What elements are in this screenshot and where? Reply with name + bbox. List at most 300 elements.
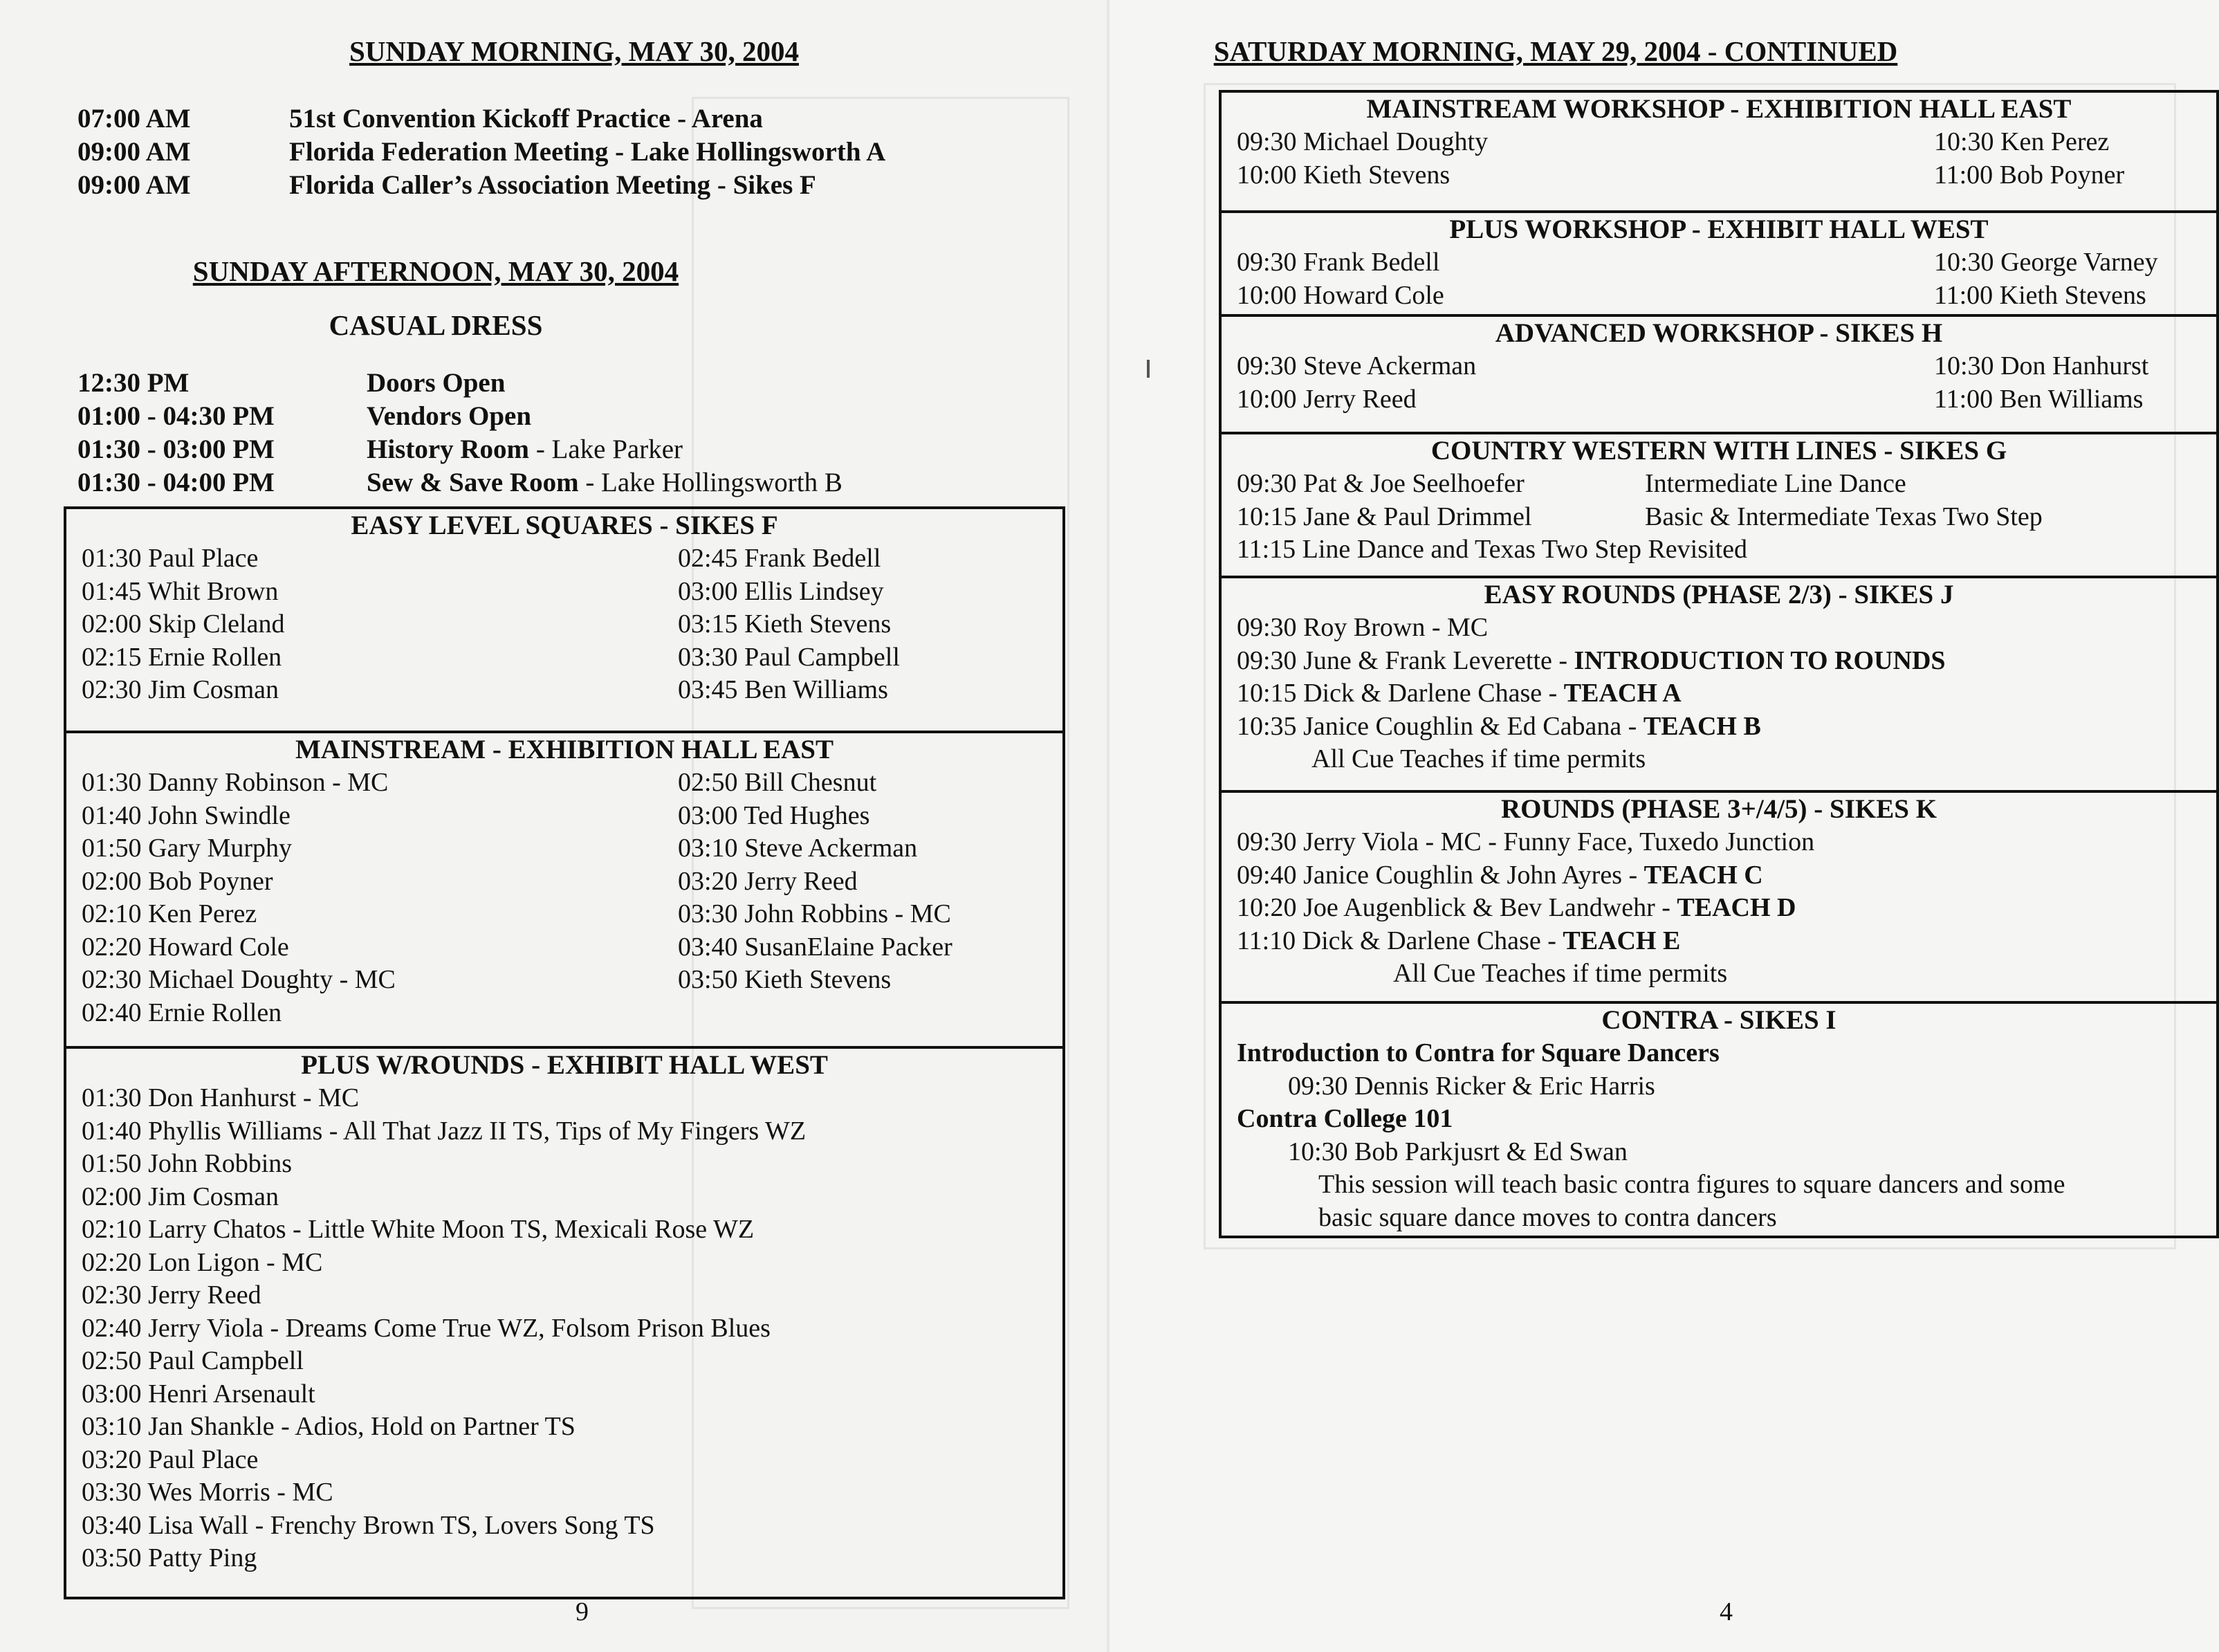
caller: Jerry Reed <box>148 1281 261 1310</box>
entry-row <box>66 1247 1062 1280</box>
entry <box>678 898 951 931</box>
caller: Ellis Lindsey <box>744 576 884 606</box>
time: 02:45 <box>678 544 738 573</box>
entry-row <box>66 576 1062 609</box>
time: 09:30 <box>1237 351 1297 380</box>
event-name: Sew & Save Room <box>367 468 579 497</box>
caller: Ernie Rollen <box>148 998 282 1027</box>
caller: Bob Poyner <box>1999 160 2125 190</box>
entry <box>82 1345 304 1378</box>
mainstream-section <box>66 731 1062 1046</box>
contra-college-line: 10:30 Bob Parkjusrt & Ed Swan <box>1288 1137 1628 1166</box>
time: 09:30 <box>1237 248 1297 277</box>
time: 03:30 <box>82 1478 142 1507</box>
caller: Kieth Stevens <box>1303 160 1451 190</box>
entry-row <box>1222 126 2216 159</box>
entry-row <box>1222 892 2216 925</box>
cue-note: All Cue Teaches if time permits <box>1311 744 1646 773</box>
time: 11:10 <box>1237 926 1296 955</box>
entry <box>82 1444 258 1477</box>
time: 01:30 <box>82 544 142 573</box>
caller: Kieth Stevens <box>1999 280 2146 310</box>
entry-row <box>1222 645 2216 678</box>
entry <box>678 576 884 609</box>
sunday-afternoon-schedule <box>77 367 843 499</box>
caller: George Varney <box>2000 248 2158 277</box>
time: 11:00 <box>1934 160 1994 190</box>
caller: Michael Doughty <box>1303 127 1489 156</box>
entry <box>82 1148 292 1181</box>
entry-row <box>66 1213 1062 1247</box>
entry <box>82 576 278 609</box>
entry <box>82 1115 806 1148</box>
section-title: EASY ROUNDS (PHASE 2/3) - SIKES J <box>1484 580 1954 609</box>
entry-row <box>66 641 1062 674</box>
caller: Howard Cole <box>148 932 289 962</box>
sunday-afternoon-heading: SUNDAY AFTERNOON, MAY 30, 2004 <box>192 255 679 287</box>
caller: Skip Cleland <box>148 609 285 639</box>
instructor: Line Dance and Texas Two Step Revisited <box>1302 535 1748 564</box>
entry <box>1237 246 1439 279</box>
teach-label: TEACH D <box>1677 893 1796 922</box>
time: 02:15 <box>82 642 142 672</box>
easy-rounds-section <box>1222 576 2216 790</box>
event <box>367 367 505 400</box>
caller: John Robbins - MC <box>744 899 951 928</box>
time: 09:30 <box>1237 613 1297 642</box>
caller: Paul Campbell <box>148 1346 304 1375</box>
entry <box>82 1213 754 1247</box>
time: 03:00 <box>678 800 738 830</box>
event-name: Vendors Open <box>367 401 532 431</box>
section-title: PLUS W/ROUNDS - EXHIBIT HALL WEST <box>301 1050 828 1080</box>
caller: Paul Place <box>148 544 259 573</box>
teach-label: TEACH A <box>1563 679 1682 708</box>
contra-description: This session will teach basic contra figures to square dancers and some <box>1318 1170 2065 1199</box>
section-title: PLUS WORKSHOP - EXHIBIT HALL WEST <box>1449 214 1989 244</box>
entry-row <box>66 1082 1062 1115</box>
event: 51st Convention Kickoff Practice - Arena <box>289 104 763 134</box>
section-title: ROUNDS (PHASE 3+/4/5) - SIKES K <box>1500 794 1937 824</box>
event: Florida Caller’s Association Meeting - Sikes F <box>289 170 816 200</box>
contra-section <box>1222 1001 2216 1236</box>
caller: Don Hanhurst - MC <box>148 1083 360 1112</box>
time: 11:00 <box>1934 280 1994 310</box>
entry <box>82 800 291 833</box>
section-title: ADVANCED WORKSHOP - SIKES H <box>1495 318 1943 348</box>
caller: Henri Arsenault <box>148 1379 315 1408</box>
entry-row <box>66 898 1062 931</box>
contra-description: basic square dance moves to contra dancers <box>1318 1202 1777 1232</box>
entry <box>1237 533 1747 567</box>
time: 12:30 PM <box>77 368 190 398</box>
instructor: Jane & Paul Drimmel <box>1303 502 1532 531</box>
caller: Jim Cosman <box>148 1182 279 1211</box>
time: 03:10 <box>678 834 738 863</box>
caller: Steve Ackerman <box>1303 351 1477 380</box>
scan-mark <box>1147 360 1150 378</box>
entry <box>82 641 282 674</box>
section-title: CONTRA - SIKES I <box>1601 1005 1836 1035</box>
time: 02:30 <box>82 965 142 994</box>
entry-row <box>66 608 1062 641</box>
entry <box>678 800 869 833</box>
time: 10:20 <box>1237 893 1297 922</box>
afternoon-sessions-box <box>64 506 1065 1599</box>
time: 02:00 <box>82 609 142 639</box>
caller: Jerry Reed <box>744 866 858 896</box>
entry-row <box>66 1542 1062 1575</box>
caller: Ernie Rollen <box>148 642 282 672</box>
caller: Michael Doughty - MC <box>148 965 396 994</box>
right-page <box>1110 0 2219 1652</box>
leader: Dick & Darlene Chase - <box>1302 926 1563 955</box>
entry-row <box>66 767 1062 800</box>
caller: Paul Place <box>148 1444 259 1474</box>
cue-note: All Cue Teaches if time permits <box>1393 959 1728 988</box>
time: 09:30 <box>1237 827 1297 856</box>
entry-row <box>66 997 1062 1030</box>
schedule-row <box>77 169 885 202</box>
time: 03:15 <box>678 609 738 639</box>
entry <box>1934 246 2158 279</box>
caller: Danny Robinson - MC <box>148 768 389 797</box>
advanced-workshop-section <box>1222 314 2216 432</box>
page-number: 4 <box>1720 1597 1733 1626</box>
caller: Frank Bedell <box>744 544 881 573</box>
caller: Bob Poyner <box>148 866 273 896</box>
entry-row <box>66 1312 1062 1346</box>
schedule-row <box>77 136 885 169</box>
leader: Dick & Darlene Chase - <box>1303 679 1564 708</box>
entry-row <box>1222 826 2216 859</box>
time: 02:30 <box>82 675 142 704</box>
time: 09:30 <box>1237 469 1297 498</box>
entry-row <box>1222 246 2216 279</box>
time: 02:20 <box>82 932 142 962</box>
entry-row <box>1222 383 2216 416</box>
time: 03:45 <box>678 675 738 704</box>
caller: Jerry Viola - Dreams Come True WZ, Folsom Prison Blues <box>148 1313 771 1343</box>
easy-level-squares-section <box>66 509 1062 731</box>
entry <box>1237 126 1488 159</box>
time: 10:30 <box>1934 248 1994 277</box>
time: 01:45 <box>82 576 142 606</box>
entry <box>82 1378 315 1411</box>
caller: Jan Shankle - Adios, Hold on Partner TS <box>148 1412 576 1441</box>
caller: Ben Williams <box>1999 384 2144 414</box>
caller: Larry Chatos - Little White Moon TS, Mexicali Rose WZ <box>148 1215 755 1244</box>
entry-row <box>66 1345 1062 1378</box>
time: 02:00 <box>82 866 142 896</box>
caller: Wes Morris - MC <box>147 1478 333 1507</box>
section-title: MAINSTREAM - EXHIBITION HALL EAST <box>295 735 834 764</box>
entry <box>1934 126 2109 159</box>
section-title: MAINSTREAM WORKSHOP - EXHIBITION HALL EAST <box>1366 94 2072 124</box>
caller: Whit Brown <box>147 576 279 606</box>
time: 03:00 <box>678 576 738 606</box>
time: 03:50 <box>678 965 738 994</box>
time: 02:20 <box>82 1247 142 1277</box>
teach-label: TEACH B <box>1643 711 1761 741</box>
teach-label: INTRODUCTION TO ROUNDS <box>1574 645 1946 675</box>
entry-row <box>66 674 1062 707</box>
event <box>367 466 843 499</box>
time: 02:30 <box>82 1281 142 1310</box>
schedule-row <box>77 400 843 433</box>
entry <box>1934 350 2148 383</box>
entry-row <box>66 832 1062 865</box>
event: Florida Federation Meeting - Lake Hollingsworth A <box>289 137 886 167</box>
event-name: Doors Open <box>367 368 506 398</box>
time: 01:50 <box>82 1149 142 1178</box>
entry <box>82 832 292 865</box>
time: 03:50 <box>82 1543 142 1572</box>
leader: Janice Coughlin & Ed Cabana - <box>1303 711 1643 741</box>
entry <box>678 641 900 674</box>
leader: Jerry Viola - MC - Funny Face, Tuxedo Junction <box>1303 827 1815 856</box>
schedule-row <box>77 466 843 499</box>
entry <box>678 832 917 865</box>
caller: Howard Cole <box>1303 280 1444 310</box>
caller: Ted Hughes <box>744 800 870 830</box>
time: 10:00 <box>1237 384 1297 414</box>
saturday-morning-heading: SATURDAY MORNING, MAY 29, 2004 - CONTINUED <box>1213 35 1898 67</box>
dance-description: Intermediate Line Dance <box>1645 469 1906 498</box>
contra-intro-title: Introduction to Contra for Square Dancers <box>1237 1038 1720 1067</box>
entry-row <box>66 800 1062 833</box>
entry <box>82 674 279 707</box>
time: 01:40 <box>82 1116 142 1146</box>
section-title: EASY LEVEL SQUARES - SIKES F <box>351 511 778 540</box>
saturday-sessions-box <box>1219 90 2219 1238</box>
time: 03:30 <box>678 642 738 672</box>
time: 10:30 <box>1934 351 1994 380</box>
time: 03:30 <box>678 899 738 928</box>
entry <box>1237 677 1682 710</box>
time: 03:20 <box>678 866 738 896</box>
caller: Bill Chesnut <box>744 768 877 797</box>
time: 01:40 <box>82 800 142 830</box>
section-title: COUNTRY WESTERN WITH LINES - SIKES G <box>1430 436 2007 466</box>
entry <box>678 542 881 576</box>
caller: John Robbins <box>148 1149 293 1178</box>
entry-row <box>66 1115 1062 1148</box>
plus-rounds-section <box>66 1046 1062 1597</box>
caller: Jerry Reed <box>1303 384 1417 414</box>
entry-row <box>1222 159 2216 192</box>
event <box>367 433 683 466</box>
caller: Kieth Stevens <box>744 609 892 639</box>
entry <box>82 1411 576 1444</box>
entry <box>1237 501 1531 534</box>
time: 10:30 <box>1934 127 1994 156</box>
time: 09:30 <box>1237 645 1297 675</box>
caller: Gary Murphy <box>148 834 292 863</box>
time: 02:10 <box>82 1215 142 1244</box>
caller: Paul Campbell <box>744 642 900 672</box>
entry <box>82 1312 771 1346</box>
entry-row <box>66 931 1062 964</box>
schedule-row <box>77 433 843 466</box>
time: 01:00 - 04:30 PM <box>77 401 275 431</box>
entry <box>1237 826 1814 859</box>
time: 01:30 - 04:00 PM <box>77 468 275 497</box>
entry <box>678 608 891 641</box>
entry-row <box>1222 350 2216 383</box>
leader: Janice Coughlin & John Ayres - <box>1303 860 1644 890</box>
entry <box>82 1476 333 1509</box>
entry-row <box>66 1181 1062 1214</box>
time: 10:15 <box>1237 679 1297 708</box>
event-location: - Lake Parker <box>529 434 683 464</box>
time: 09:30 <box>1237 127 1297 156</box>
entry-row <box>1222 501 2216 534</box>
time: 11:15 <box>1237 535 1296 564</box>
entry <box>1237 892 1796 925</box>
event-location: - Lake Hollingsworth B <box>578 468 843 497</box>
entry <box>82 1181 279 1214</box>
sunday-morning-heading: SUNDAY MORNING, MAY 30, 2004 <box>349 35 799 67</box>
caller: SusanElaine Packer <box>744 932 952 962</box>
entry <box>1237 468 1525 501</box>
entry-row <box>1222 533 2216 567</box>
entry-row <box>66 1411 1062 1444</box>
caller: Don Hanhurst <box>2000 351 2149 380</box>
entry <box>678 767 876 800</box>
caller: Ken Perez <box>148 899 257 928</box>
leader: Joe Augenblick & Bev Landwehr - <box>1303 893 1677 922</box>
entry <box>82 1247 322 1280</box>
leader: Roy Brown - MC <box>1303 613 1489 642</box>
caller: Frank Bedell <box>1303 248 1440 277</box>
entry <box>678 865 858 899</box>
time: 10:00 <box>1237 280 1297 310</box>
entry <box>1237 645 1946 678</box>
entry <box>678 674 888 707</box>
time: 02:00 <box>82 1182 142 1211</box>
entry <box>1237 279 1444 313</box>
country-western-section <box>1222 432 2216 576</box>
dance-description: Basic & Intermediate Texas Two Step <box>1645 502 2043 531</box>
entry <box>82 1279 261 1312</box>
page-number: 9 <box>576 1597 589 1626</box>
entry-row <box>66 1148 1062 1181</box>
entry-row <box>66 1444 1062 1477</box>
entry <box>82 964 396 997</box>
teach-label: TEACH E <box>1563 926 1681 955</box>
time: 02:10 <box>82 899 142 928</box>
entry <box>1237 710 1761 744</box>
caller: Lisa Wall - Frenchy Brown TS, Lovers Song TS <box>148 1510 655 1540</box>
entry <box>678 964 891 997</box>
caller: Kieth Stevens <box>744 965 892 994</box>
caller: Jim Cosman <box>148 675 279 704</box>
time: 09:00 AM <box>77 137 191 167</box>
time: 03:20 <box>82 1444 142 1474</box>
instructor: Pat & Joe Seelhoefer <box>1303 469 1525 498</box>
entry <box>1237 350 1476 383</box>
caller: Ben Williams <box>744 675 888 704</box>
time: 10:00 <box>1237 160 1297 190</box>
entry-row <box>1222 677 2216 710</box>
time: 11:00 <box>1934 384 1994 414</box>
entry <box>1934 279 2146 313</box>
entry <box>1237 383 1417 416</box>
time: 02:50 <box>678 768 738 797</box>
entry-row <box>66 1378 1062 1411</box>
entry <box>82 997 282 1030</box>
time: 02:40 <box>82 1313 142 1343</box>
entry-row <box>66 964 1062 997</box>
time: 01:30 - 03:00 PM <box>77 434 275 464</box>
entry-row <box>1222 612 2216 645</box>
caller: Lon Ligon - MC <box>148 1247 323 1277</box>
time: 10:35 <box>1237 711 1297 741</box>
entry-row <box>1222 710 2216 744</box>
entry <box>82 1082 359 1115</box>
time: 02:50 <box>82 1346 142 1375</box>
entry <box>82 1509 655 1543</box>
time: 01:30 <box>82 1083 142 1112</box>
event-name: History Room <box>367 434 530 464</box>
time: 09:00 AM <box>77 170 191 200</box>
time: 10:15 <box>1237 502 1297 531</box>
entry-row <box>1222 925 2216 958</box>
entry <box>82 608 284 641</box>
entry <box>82 931 289 964</box>
entry <box>1934 383 2143 416</box>
time: 09:40 <box>1237 860 1297 890</box>
entry <box>1237 159 1450 192</box>
contra-intro-line: 09:30 Dennis Ricker & Eric Harris <box>1288 1071 1655 1101</box>
rounds-section <box>1222 790 2216 1001</box>
leader: June & Frank Leverette - <box>1303 645 1574 675</box>
time: 03:00 <box>82 1379 142 1408</box>
time: 07:00 AM <box>77 104 191 134</box>
caller: Steve Ackerman <box>744 834 918 863</box>
schedule-row <box>77 102 885 136</box>
entry <box>82 865 273 899</box>
entry <box>82 542 258 576</box>
entry-row <box>66 865 1062 899</box>
event <box>367 400 531 433</box>
entry <box>1934 159 2124 192</box>
plus-workshop-section <box>1222 210 2216 314</box>
entry <box>82 1542 257 1575</box>
schedule-row <box>77 367 843 400</box>
time: 02:40 <box>82 998 142 1027</box>
entry <box>1237 612 1488 645</box>
entry-row <box>66 1509 1062 1543</box>
entry <box>82 767 388 800</box>
caller: Phyllis Williams - All That Jazz II TS, Tips of My Fingers WZ <box>148 1116 807 1146</box>
dress-code: CASUAL DRESS <box>329 309 543 341</box>
entry-row <box>66 1279 1062 1312</box>
entry-row <box>1222 859 2216 892</box>
time: 01:30 <box>82 768 142 797</box>
mainstream-workshop-section <box>1222 93 2216 210</box>
time: 01:50 <box>82 834 142 863</box>
entry-row <box>66 542 1062 576</box>
time: 03:40 <box>82 1510 142 1540</box>
entry-row <box>66 1476 1062 1509</box>
teach-label: TEACH C <box>1643 860 1763 890</box>
entry <box>1237 859 1763 892</box>
time: 03:40 <box>678 932 738 962</box>
time: 03:10 <box>82 1412 142 1441</box>
entry <box>82 898 257 931</box>
